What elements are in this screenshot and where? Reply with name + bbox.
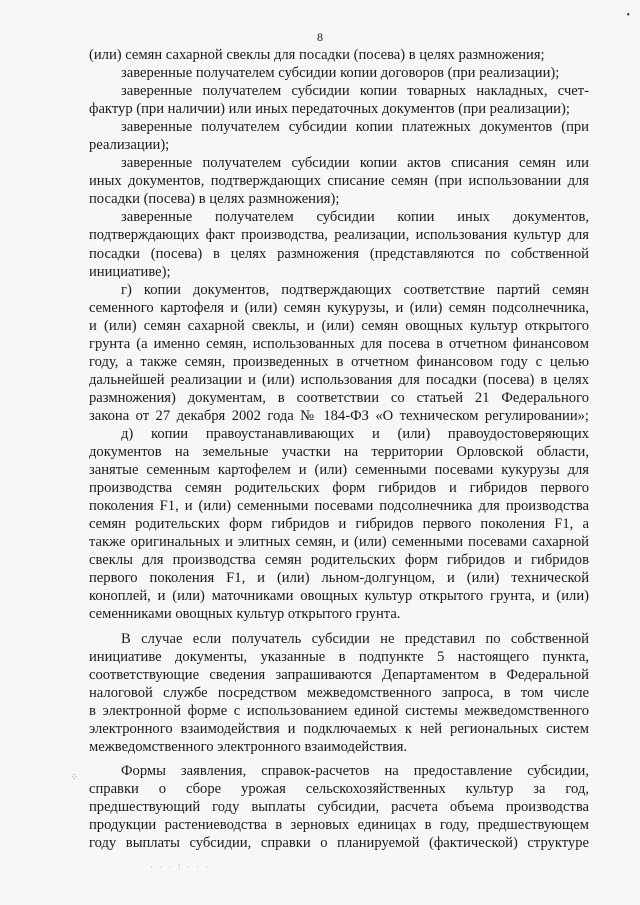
text-line: подтверждающих факт производства, реализации, использования культур для [89,227,589,244]
text-line: реализации); [89,137,170,154]
document-body [89,46,589,852]
text-line: также оригинальных и элитных семян, и (или) семенными посевами сахарной [89,534,589,551]
text-line: В случае если получатель субсидии не представил по собственной [121,630,589,647]
text-line: д) копии правоустанавливающих и (или) правоудостоверяющих [121,425,589,442]
text-line: заверенные получателем субсидии копии договоров (при реализации); [121,65,560,82]
text-line: электронного взаимодействия и подключаемых к ней региональных систем [89,720,589,737]
text-line: посадки (посева) в целях размножения); [89,191,340,208]
page-number: 8 [317,30,323,44]
scan-smudge: · · · ⁝ · · · [150,862,211,872]
text-line: (или) семян сахарной свеклы для посадки (посева) в целях размножения; [89,47,545,63]
text-line: первого поколения F1, и (или) льном-долгунцом, и (или) технической [89,570,589,587]
text-line: заверенные получателем субсидии копии иных документов, [121,209,589,226]
text-line: налоговой службе посредством межведомственного запроса, в том числе [89,684,589,701]
text-line: семенниками овощных культур открытого грунта. [89,606,401,623]
text-line: дальнейшей реализации и (или) использования для посадки (посева) в целях [89,371,589,388]
text-line: году, а также семян, произведенных в отчетном финансовом году с целью [89,353,589,370]
text-line: году выплаты субсидии, справки о планируемой (фактической) структуре [89,835,589,852]
text-line: предшествующий году выплаты субсидии, расчета объема производства [89,798,589,815]
text-line: занятые семенным картофелем и (или) семенными посевами кукурузы для [89,462,589,479]
text-line: инициативе); [89,263,171,280]
text-line: инициативе документы, указанные в подпункте 5 настоящего пункта, [89,648,589,665]
text-line: коноплей, и (или) маточниками овощных культур открытого грунта, и (или) [89,588,589,605]
text-line: справки о сборе урожая сельскохозяйственных культур за год, [89,780,589,797]
text-line: заверенные получателем субсидии копии платежных документов (при [121,119,589,136]
text-line: документов на земельные участки на территории Орловской области, [89,444,589,461]
text-line: поколения F1, и (или) семенными посевами подсолнечника для производства [89,498,589,515]
text-line: семенного картофеля и (или) семян кукурузы, и (или) семян подсолнечника, [89,299,589,316]
text-line: и (или) семян сахарной свеклы, и (или) семян овощных культур открытого [89,317,589,334]
text-line: грунта (а именно семян, использованных для посева в отчетном финансовом [89,335,589,352]
margin-mark: ⁘ [70,772,79,783]
text-line: межведомственного электронного взаимодействия. [89,738,408,755]
text-line: размножения) документам, в соответствии со статьей 21 Федерального [89,389,589,406]
text-line: в электронной форме с использованием единой системы межведомственного [89,702,589,719]
text-line: производства семян родительских форм гибридов и гибридов первого [89,480,589,497]
text-line: продукции растениеводства в зерновых единицах в году, предшествующем [89,816,589,833]
text-line: закона от 27 декабря 2002 года № 184-ФЗ «О техническом регулировании»; [89,407,589,424]
text-line: заверенные получателем субсидии копии товарных накладных, счет- [121,83,589,100]
text-line: фактур (при наличии) или иных передаточных документов (при реализации); [89,101,570,118]
text-line: свеклы для производства семян родительских форм гибридов и гибридов [89,552,589,569]
text-line: семян родительских форм гибридов и гибридов первого поколения F1, а [89,516,589,533]
text-line: Формы заявления, справок-расчетов на предоставление субсидии, [121,762,589,779]
corner-mark: • [626,10,630,21]
text-line: заверенные получателем субсидии копии актов списания семян или [121,155,589,172]
text-line: г) копии документов, подтверждающих соответствие партий семян [121,281,589,298]
text-line: посадки (посева) в целях размножения (представляются по собственной [89,245,589,262]
text-line: соответствующие сведения запрашиваются Департаментом в Федеральной [89,666,589,683]
text-line: иных документов, подтверждающих списание семян (при использовании для [89,173,589,190]
